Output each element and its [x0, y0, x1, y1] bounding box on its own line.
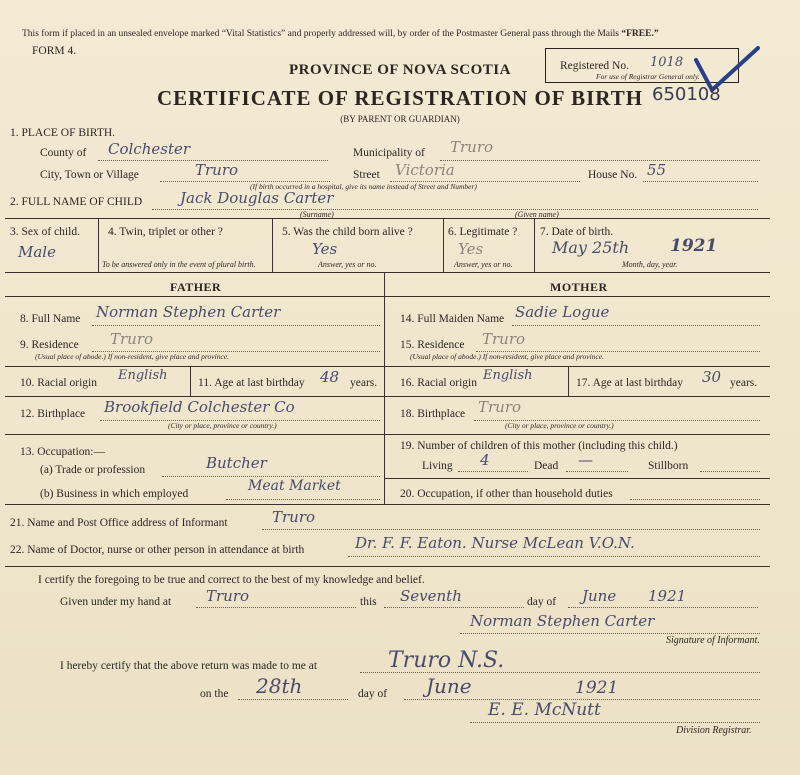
father-trade-label: (a) Trade or profession [40, 464, 146, 476]
father-residence-value: Truro [110, 330, 154, 348]
mother-residence-label: 15. Residence [400, 339, 465, 351]
sex-value: Male [18, 243, 56, 261]
father-birthplace-label: 12. Birthplace [20, 408, 86, 420]
registrar-signature-label: Division Registrar. [676, 725, 752, 736]
year-value-2: 1921 [575, 678, 619, 698]
father-business-value: Meat Market [248, 478, 341, 494]
city-value: Truro [195, 161, 239, 179]
twin-label: 4. Twin, triplet or other ? [108, 226, 223, 238]
child-name-label: 2. FULL NAME OF CHILD [10, 196, 143, 208]
informant-signature: Norman Stephen Carter [470, 612, 655, 630]
mother-children-label: 19. Number of children of this mother (including this child.) [400, 440, 678, 452]
living-value: 4 [480, 451, 490, 469]
legitimate-note: Answer, yes or no. [454, 260, 513, 269]
mother-birthplace-note: (City or place, province or country.) [505, 421, 614, 430]
father-occupation-label: 13. Occupation:— [20, 446, 105, 458]
legitimate-label: 6. Legitimate ? [448, 226, 518, 238]
mother-racial-value: English [483, 368, 533, 383]
informant-signature-label: Signature of Informant. [666, 635, 760, 646]
father-name-value: Norman Stephen Carter [96, 303, 281, 321]
city-label: City, Town or Village [40, 169, 139, 181]
dead-label: Dead [534, 460, 559, 472]
hereby-text: I hereby certify that the above return was made to me at [60, 660, 318, 672]
father-residence-note: (Usual place of abode.) If non-resident, give place and province. [35, 352, 229, 361]
living-label: Living [422, 460, 453, 472]
father-racial-value: English [118, 368, 168, 383]
alive-value: Yes [312, 240, 338, 258]
alive-note: Answer, yes or no. [318, 260, 377, 269]
father-age-label: 11. Age at last birthday [198, 377, 305, 389]
given-place-value: Truro [206, 587, 250, 605]
registered-number-hw: 1018 [650, 55, 684, 70]
informant-value: Truro [272, 508, 316, 526]
month-value: June [582, 587, 617, 605]
street-value: Victoria [395, 161, 455, 179]
alive-label: 5. Was the child born alive ? [282, 226, 413, 238]
this-label: this [360, 596, 377, 608]
doctor-value: Dr. F. F. Eaton. Nurse McLean V.O.N. [355, 534, 635, 552]
house-label: House No. [588, 169, 638, 181]
dob-note: Month, day, year. [622, 260, 678, 269]
dob-label: 7. Date of birth. [540, 226, 614, 238]
month-value-2: June [426, 674, 472, 698]
informant-label: 21. Name and Post Office address of Informant [10, 517, 228, 529]
mother-name-label: 14. Full Maiden Name [400, 313, 505, 325]
municipality-value: Truro [450, 138, 494, 156]
twin-note: To be answered only in the event of plural birth. [102, 260, 256, 269]
on-day-value: 28th [256, 674, 303, 698]
father-birthplace-value: Brookfield Colchester Co [104, 398, 295, 416]
mother-occupation-label: 20. Occupation, if other than household duties [400, 488, 613, 500]
county-label: County of [40, 147, 87, 159]
place-of-birth-heading: 1. PLACE OF BIRTH. [10, 127, 116, 139]
mother-age-label: 17. Age at last birthday [576, 377, 683, 389]
father-years: years. [350, 377, 378, 389]
stillborn-label: Stillborn [648, 460, 689, 472]
year-value: 1921 [648, 587, 687, 605]
father-heading: FATHER [170, 280, 222, 294]
day-of-label: day of [527, 596, 557, 608]
dead-value: — [578, 451, 593, 469]
father-business-label: (b) Business in which employed [40, 488, 189, 500]
on-the-label: on the [200, 688, 229, 700]
registration-number: 650108 [652, 84, 721, 105]
doctor-label: 22. Name of Doctor, nurse or other person in attendance at birth [10, 544, 305, 556]
mother-residence-note: (Usual place of abode.) If non-resident, give place and province. [410, 352, 604, 361]
registered-label: Registered No. [560, 60, 629, 72]
dob-value: May 25th [552, 238, 630, 257]
province-title: PROVINCE OF NOVA SCOTIA [289, 62, 511, 78]
mother-name-value: Sadie Logue [515, 303, 610, 321]
page-title: CERTIFICATE OF REGISTRATION OF BIRTH [156, 86, 644, 110]
dob-year: 1921 [670, 236, 718, 256]
mother-age-value: 30 [702, 368, 722, 386]
father-age-value: 48 [320, 368, 340, 386]
given-name-note: (Given name) [515, 210, 559, 219]
mother-residence-value: Truro [482, 330, 526, 348]
father-trade-value: Butcher [206, 454, 267, 472]
certify-text: I certify the foregoing to be true and correct to the best of my knowledge and belief. [38, 574, 425, 586]
county-value: Colchester [108, 140, 191, 158]
mother-birthplace-label: 18. Birthplace [400, 408, 466, 420]
legitimate-value: Yes [458, 240, 484, 258]
house-value: 55 [647, 161, 667, 179]
sex-label: 3. Sex of child. [10, 226, 80, 238]
father-birthplace-note: (City or place, province or country.) [168, 421, 277, 430]
made-at-value: Truro N.S. [388, 648, 505, 673]
mother-racial-label: 16. Racial origin [400, 377, 477, 389]
registrar-use-note: For use of Registrar General only. [596, 72, 700, 81]
mother-heading: MOTHER [550, 280, 608, 294]
street-label: Street [353, 169, 380, 181]
page-subtitle: (BY PARENT OR GUARDIAN) [340, 114, 460, 124]
municipality-label: Municipality of [353, 147, 425, 159]
given-label: Given under my hand at [60, 596, 172, 608]
father-residence-label: 9. Residence [20, 339, 79, 351]
father-racial-label: 10. Racial origin [20, 377, 97, 389]
form-number: FORM 4. [32, 45, 77, 57]
mother-years: years. [730, 377, 758, 389]
surname-note: (Surname) [300, 210, 334, 219]
hospital-note: (If birth occurred in a hospital, give its name instead of Street and Number) [250, 182, 477, 191]
child-name-value: Jack Douglas Carter [180, 189, 334, 207]
day-of-label-2: day of [358, 688, 388, 700]
this-day-value: Seventh [400, 587, 462, 605]
father-name-label: 8. Full Name [20, 313, 81, 325]
mother-birthplace-value: Truro [478, 398, 522, 416]
mailing-notice: This form if placed in an unsealed envelope marked “Vital Statistics” and properly addressed will, by order of the Postmaster General pass through the Mails “FREE.” [22, 29, 659, 39]
registrar-signature: E. E. McNutt [488, 700, 601, 720]
